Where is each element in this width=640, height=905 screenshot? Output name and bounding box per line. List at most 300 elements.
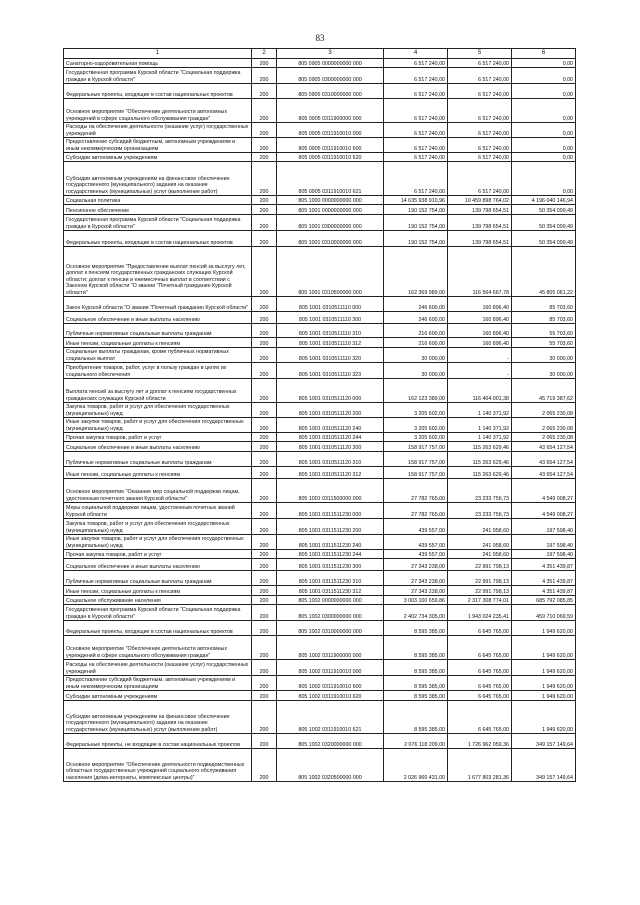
table-row	[64, 162, 576, 196]
row-budget-code: 805 1001 0310511120 200	[277, 403, 384, 418]
row-remaining-amount: 50 354 099,49	[512, 205, 576, 215]
table-row	[64, 403, 576, 418]
row-executed-amount: 23 233 756,73	[448, 503, 512, 519]
header-col-4: 4	[384, 49, 448, 59]
row-executed-amount: 241 958,60	[448, 550, 512, 559]
row-admin-code: 200	[252, 84, 277, 99]
row-executed-amount: 139 798 654,51	[448, 231, 512, 247]
row-approved-amount: 30 000,00	[384, 363, 448, 379]
row-budget-code: 805 1001 0310511120 240	[277, 418, 384, 433]
table-row	[64, 433, 576, 442]
row-executed-amount: 116 564 667,78	[448, 247, 512, 297]
row-budget-code: 805 1001 0310511120 300	[277, 442, 384, 452]
row-executed-amount: 115 263 629,46	[448, 467, 512, 479]
row-approved-amount: 8 595 385,00	[384, 691, 448, 701]
row-admin-code: 200	[252, 59, 277, 68]
row-remaining-amount: 0,00	[512, 162, 576, 196]
row-approved-amount: 158 917 757,00	[384, 467, 448, 479]
row-executed-amount: 139 798 654,51	[448, 205, 512, 215]
row-remaining-amount: 45 805 061,22	[512, 247, 576, 297]
row-executed-amount: 22 991 798,13	[448, 559, 512, 571]
row-budget-code: 805 1001 0310511110 310	[277, 324, 384, 338]
row-executed-amount: 6 517 240,00	[448, 84, 512, 99]
row-remaining-amount: 1 949 620,00	[512, 691, 576, 701]
row-executed-amount: 6 517 240,00	[448, 162, 512, 196]
row-remaining-amount: 4 549 008,27	[512, 503, 576, 519]
row-remaining-amount: 1 949 620,00	[512, 636, 576, 660]
row-executed-amount: 1 140 371,92	[448, 433, 512, 442]
table-row	[64, 519, 576, 535]
row-approved-amount: 190 152 754,00	[384, 215, 448, 231]
row-budget-code: 805 1001 0311511230 000	[277, 503, 384, 519]
row-admin-code: 200	[252, 324, 277, 338]
row-executed-amount: 241 958,60	[448, 519, 512, 535]
row-approved-amount: 162 369 989,00	[384, 247, 448, 297]
row-executed-amount: 6 645 765,00	[448, 621, 512, 636]
row-remaining-amount: 0,00	[512, 59, 576, 68]
row-approved-amount: 6 517 240,00	[384, 99, 448, 123]
row-admin-code: 200	[252, 749, 277, 782]
row-budget-code: 805 0905 0311910010 621	[277, 162, 384, 196]
table-row	[64, 379, 576, 403]
row-name: Основное мероприятие "Обеспечение деятельности подведомственных областных государственных учреждений социального обслуживания населения (дома-интернаты, комплексные центры)"	[64, 749, 252, 782]
table-row	[64, 605, 576, 621]
table-row	[64, 59, 576, 68]
row-admin-code: 200	[252, 660, 277, 676]
row-admin-code: 200	[252, 162, 277, 196]
row-budget-code: 805 1001 0310511120 000	[277, 379, 384, 403]
row-remaining-amount: 0,00	[512, 123, 576, 138]
row-name: Государственная программа Курской области "Социальная поддержка граждан в Курской области"	[64, 215, 252, 231]
row-admin-code: 200	[252, 99, 277, 123]
row-admin-code: 200	[252, 363, 277, 379]
row-admin-code: 200	[252, 571, 277, 586]
table-row	[64, 123, 576, 138]
table-row	[64, 247, 576, 297]
row-admin-code: 200	[252, 418, 277, 433]
row-remaining-amount: 50 354 099,49	[512, 231, 576, 247]
row-budget-code: 805 1001 0310000000 000	[277, 231, 384, 247]
row-name: Социальное обеспечение и иные выплаты населению	[64, 442, 252, 452]
row-admin-code: 200	[252, 312, 277, 324]
row-executed-amount: 6 517 240,00	[448, 68, 512, 84]
row-approved-amount: 8 595 385,00	[384, 621, 448, 636]
row-budget-code: 805 0905 0311900000 000	[277, 99, 384, 123]
row-approved-amount: 8 595 385,00	[384, 701, 448, 734]
row-executed-amount: 1 726 962 059,36	[448, 734, 512, 749]
table-row	[64, 586, 576, 596]
row-remaining-amount: 0,00	[512, 84, 576, 99]
row-admin-code: 200	[252, 467, 277, 479]
row-approved-amount: 3 205 602,00	[384, 403, 448, 418]
row-name: Закупка товаров, работ и услуг для обеспечения государственных (муниципальных) нужд	[64, 519, 252, 535]
row-approved-amount: 3 205 602,00	[384, 433, 448, 442]
row-name: Предоставление субсидий бюджетным, автономным учреждениям и иным некоммерческим организациям	[64, 138, 252, 153]
row-admin-code: 200	[252, 205, 277, 215]
row-admin-code: 200	[252, 379, 277, 403]
row-approved-amount: 27 782 765,00	[384, 503, 448, 519]
row-remaining-amount: 50 354 099,49	[512, 215, 576, 231]
row-admin-code: 200	[252, 215, 277, 231]
row-name: Расходы на обеспечение деятельности (оказание услуг) государственных учреждений	[64, 660, 252, 676]
row-budget-code: 805 1002 0310000000 000	[277, 621, 384, 636]
row-executed-amount: 6 517 240,00	[448, 153, 512, 162]
row-executed-amount: 6 645 765,00	[448, 701, 512, 734]
row-approved-amount: 6 517 240,00	[384, 59, 448, 68]
table-row	[64, 231, 576, 247]
row-approved-amount: 27 343 238,00	[384, 559, 448, 571]
row-approved-amount: 6 517 240,00	[384, 153, 448, 162]
row-name: Федеральные проекты, входящие в состав национальных проектов	[64, 84, 252, 99]
row-approved-amount: 2 402 734 305,00	[384, 605, 448, 621]
row-admin-code: 200	[252, 196, 277, 205]
row-budget-code: 805 1001 0310511120 310	[277, 452, 384, 467]
row-admin-code: 200	[252, 153, 277, 162]
row-budget-code: 805 1001 0311500000 000	[277, 479, 384, 503]
row-name: Иные пенсии, социальные доплаты к пенсиям	[64, 338, 252, 348]
row-admin-code: 200	[252, 503, 277, 519]
row-budget-code: 805 1001 0311511230 312	[277, 586, 384, 596]
row-admin-code: 200	[252, 734, 277, 749]
row-name: Иные пенсии, социальные доплаты к пенсиям	[64, 467, 252, 479]
row-approved-amount: 162 123 389,00	[384, 379, 448, 403]
row-executed-amount: 6 517 240,00	[448, 99, 512, 123]
table-row	[64, 196, 576, 205]
table-row	[64, 550, 576, 559]
row-name: Основное мероприятие "Оказание мер социальной поддержки лицам, удостоенным почетного звания Курской области"	[64, 479, 252, 503]
row-admin-code: 200	[252, 247, 277, 297]
row-budget-code: 805 1001 0311511230 200	[277, 519, 384, 535]
row-approved-amount: 190 152 754,00	[384, 205, 448, 215]
row-name: Социальные выплаты гражданам, кроме публичных нормативных социальных выплат	[64, 348, 252, 363]
row-budget-code: 805 1001 0311511230 240	[277, 535, 384, 550]
row-budget-code: 805 1001 0310511110 312	[277, 338, 384, 348]
row-executed-amount: 6 517 240,00	[448, 138, 512, 153]
table-row	[64, 701, 576, 734]
row-executed-amount: 115 263 629,46	[448, 442, 512, 452]
row-approved-amount: 2 026 960 431,00	[384, 749, 448, 782]
table-row	[64, 338, 576, 348]
row-remaining-amount: 197 598,40	[512, 535, 576, 550]
row-remaining-amount: 4 351 439,87	[512, 571, 576, 586]
table-row	[64, 297, 576, 312]
table-row	[64, 636, 576, 660]
row-approved-amount: 8 595 385,00	[384, 676, 448, 691]
row-budget-code: 805 1002 0311910010 620	[277, 691, 384, 701]
row-budget-code: 805 0905 0300000000 000	[277, 68, 384, 84]
row-approved-amount: 439 557,00	[384, 550, 448, 559]
row-name: Публичные нормативные социальные выплаты гражданам	[64, 571, 252, 586]
row-budget-code: 805 1001 0000000000 000	[277, 205, 384, 215]
table-row	[64, 99, 576, 123]
row-name: Социальное обслуживание населения	[64, 596, 252, 605]
row-remaining-amount: 55 703,60	[512, 324, 576, 338]
row-budget-code: 805 0905 0311910010 620	[277, 153, 384, 162]
table-row	[64, 596, 576, 605]
row-executed-amount: -	[448, 363, 512, 379]
row-budget-code: 805 0905 0000000000 000	[277, 59, 384, 68]
row-name: Государственная программа Курской области "Социальная поддержка граждан в Курской области"	[64, 68, 252, 84]
row-remaining-amount: 43 654 127,54	[512, 452, 576, 467]
row-admin-code: 200	[252, 452, 277, 467]
row-name: Социальное обеспечение и иные выплаты населению	[64, 312, 252, 324]
row-name: Субсидии автономным учреждениям	[64, 153, 252, 162]
row-executed-amount: 1 677 803 281,36	[448, 749, 512, 782]
row-approved-amount: 14 635 938 910,96	[384, 196, 448, 205]
row-admin-code: 200	[252, 403, 277, 418]
table-row	[64, 734, 576, 749]
row-approved-amount: 6 517 240,00	[384, 162, 448, 196]
row-approved-amount: 8 595 385,00	[384, 660, 448, 676]
row-admin-code: 200	[252, 636, 277, 660]
row-name: Субсидии автономным учреждениям на финансовое обеспечение государственного (муниципального) задания на оказание государственных (муниципальных) услуг (выполнение работ)	[64, 162, 252, 196]
row-budget-code: 805 1001 0310511120 312	[277, 467, 384, 479]
row-name: Федеральные проекты, не входящие в состав национальных проектов	[64, 734, 252, 749]
row-admin-code: 200	[252, 605, 277, 621]
row-budget-code: 805 0905 0311910010 600	[277, 138, 384, 153]
table-row	[64, 660, 576, 676]
row-executed-amount: 2 317 308 774,01	[448, 596, 512, 605]
row-remaining-amount: 30 000,00	[512, 363, 576, 379]
row-remaining-amount: 85 703,60	[512, 297, 576, 312]
row-budget-code: 805 1001 0310511110 300	[277, 312, 384, 324]
row-executed-amount: 160 896,40	[448, 312, 512, 324]
row-executed-amount: 160 896,40	[448, 297, 512, 312]
row-remaining-amount: 1 949 620,00	[512, 621, 576, 636]
row-budget-code: 805 1001 0310511110 323	[277, 363, 384, 379]
row-admin-code: 200	[252, 231, 277, 247]
row-executed-amount: 160 896,40	[448, 338, 512, 348]
row-executed-amount: 139 798 654,51	[448, 215, 512, 231]
table-row	[64, 418, 576, 433]
row-executed-amount: 22 991 798,13	[448, 571, 512, 586]
row-budget-code: 805 1001 0310511120 244	[277, 433, 384, 442]
row-admin-code: 200	[252, 68, 277, 84]
row-approved-amount: 190 152 754,00	[384, 231, 448, 247]
row-approved-amount: 158 917 757,00	[384, 442, 448, 452]
table-row	[64, 691, 576, 701]
row-budget-code: 805 0905 0311910010 000	[277, 123, 384, 138]
row-budget-code: 805 1001 0311511230 244	[277, 550, 384, 559]
row-remaining-amount: 349 157 149,64	[512, 734, 576, 749]
row-name: Иные пенсии, социальные доплаты к пенсиям	[64, 586, 252, 596]
row-executed-amount: 115 263 629,46	[448, 452, 512, 467]
row-budget-code: 805 1002 0311910010 600	[277, 676, 384, 691]
table-row	[64, 535, 576, 550]
table-row	[64, 68, 576, 84]
row-name: Субсидии автономным учреждениям	[64, 691, 252, 701]
row-remaining-amount: 197 598,40	[512, 519, 576, 535]
row-approved-amount: 246 600,00	[384, 297, 448, 312]
row-name: Выплата пенсий за выслугу лет и доплат к пенсиям государственных гражданских служащих Курской области	[64, 379, 252, 403]
row-budget-code: 805 1001 0311511230 310	[277, 571, 384, 586]
table-body	[64, 59, 576, 782]
table-row	[64, 153, 576, 162]
row-executed-amount: 6 517 240,00	[448, 59, 512, 68]
row-budget-code: 805 1001 0300000000 000	[277, 215, 384, 231]
budget-table	[63, 48, 576, 782]
header-col-5: 5	[448, 49, 512, 59]
table-row	[64, 205, 576, 215]
row-name: Закон Курской области "О звании "Почетный гражданин Курской области"	[64, 297, 252, 312]
row-remaining-amount: 30 000,00	[512, 348, 576, 363]
row-remaining-amount: 2 065 230,08	[512, 433, 576, 442]
row-approved-amount: 27 343 238,00	[384, 571, 448, 586]
row-approved-amount: 30 000,00	[384, 348, 448, 363]
row-name: Основное мероприятие "Обеспечение деятельности автономных учреждений в сфере социального обслуживания граждан"	[64, 636, 252, 660]
row-remaining-amount: 1 949 620,00	[512, 676, 576, 691]
row-budget-code: 805 1001 0310511110 000	[277, 297, 384, 312]
row-approved-amount: 3 205 602,00	[384, 418, 448, 433]
row-remaining-amount: 4 196 040 146,94	[512, 196, 576, 205]
row-remaining-amount: 1 949 620,00	[512, 660, 576, 676]
row-admin-code: 200	[252, 596, 277, 605]
table-row	[64, 312, 576, 324]
row-executed-amount: 241 958,60	[448, 535, 512, 550]
row-name: Пенсионное обеспечение	[64, 205, 252, 215]
row-budget-code: 805 0905 0310000000 000	[277, 84, 384, 99]
row-executed-amount: 6 645 765,00	[448, 691, 512, 701]
row-approved-amount: 27 343 238,00	[384, 586, 448, 596]
row-admin-code: 200	[252, 676, 277, 691]
table-row	[64, 559, 576, 571]
row-executed-amount: 6 645 765,00	[448, 636, 512, 660]
header-col-6: 6	[512, 49, 576, 59]
row-budget-code: 805 1002 0320000000 000	[277, 734, 384, 749]
row-admin-code: 200	[252, 519, 277, 535]
row-approved-amount: 3 003 100 659,86	[384, 596, 448, 605]
row-remaining-amount: 45 719 387,62	[512, 379, 576, 403]
row-admin-code: 200	[252, 442, 277, 452]
row-remaining-amount: 43 654 127,54	[512, 467, 576, 479]
row-remaining-amount: 1 949 620,00	[512, 701, 576, 734]
table-row	[64, 452, 576, 467]
row-executed-amount: 116 404 001,38	[448, 379, 512, 403]
row-remaining-amount: 55 703,60	[512, 338, 576, 348]
row-admin-code: 200	[252, 479, 277, 503]
row-approved-amount: 216 600,00	[384, 324, 448, 338]
row-executed-amount: 6 517 240,00	[448, 123, 512, 138]
row-approved-amount: 2 076 118 209,00	[384, 734, 448, 749]
row-admin-code: 200	[252, 338, 277, 348]
row-executed-amount: 1 140 371,92	[448, 418, 512, 433]
row-admin-code: 200	[252, 535, 277, 550]
table-row	[64, 621, 576, 636]
row-name: Иные закупки товаров, работ и услуг для обеспечения государственных (муниципальных) нужд	[64, 418, 252, 433]
row-admin-code: 200	[252, 297, 277, 312]
row-executed-amount: 160 896,40	[448, 324, 512, 338]
row-name: Субсидии автономным учреждениям на финансовое обеспечение государственного (муниципального) задания на оказание государственных (муниципальных) услуг (выполнение работ)	[64, 701, 252, 734]
row-admin-code: 200	[252, 550, 277, 559]
table-row	[64, 749, 576, 782]
row-name: Основное мероприятие "Предоставление выплат пенсий за выслугу лет, доплат к пенсиям государственных гражданских служащих Курской области; доплат к пенсии и ежемесячных выплат в соответствии с Законом Курской области "О звании "Почетный гражданин Курской области"	[64, 247, 252, 297]
row-remaining-amount: 0,00	[512, 138, 576, 153]
row-remaining-amount: 43 654 127,54	[512, 442, 576, 452]
row-budget-code: 805 1002 0311910010 621	[277, 701, 384, 734]
row-budget-code: 805 1001 0311511230 300	[277, 559, 384, 571]
table-row	[64, 348, 576, 363]
row-approved-amount: 6 517 240,00	[384, 84, 448, 99]
table-row	[64, 215, 576, 231]
row-budget-code: 805 1002 0320500000 000	[277, 749, 384, 782]
table-row	[64, 324, 576, 338]
row-name: Закупка товаров, работ и услуг для обеспечения государственных (муниципальных) нужд	[64, 403, 252, 418]
row-name: Социальная политика	[64, 196, 252, 205]
page-number: 83	[315, 33, 325, 43]
row-name: Санаторно-оздоровительная помощь	[64, 59, 252, 68]
table-row	[64, 676, 576, 691]
row-executed-amount: 6 645 765,00	[448, 660, 512, 676]
row-name: Основное мероприятие "Обеспечение деятельности автономных учреждений в сфере социального обслуживания граждан"	[64, 99, 252, 123]
row-approved-amount: 158 917 757,00	[384, 452, 448, 467]
row-name: Иные закупки товаров, работ и услуг для обеспечения государственных (муниципальных) нужд	[64, 535, 252, 550]
row-name: Прочая закупка товаров, работ и услуг	[64, 433, 252, 442]
row-executed-amount: 1 943 024 235,41	[448, 605, 512, 621]
row-remaining-amount: 4 351 439,87	[512, 586, 576, 596]
row-name: Федеральные проекты, входящие в состав национальных проектов	[64, 621, 252, 636]
row-name: Расходы на обеспечение деятельности (оказание услуг) государственных учреждений	[64, 123, 252, 138]
row-approved-amount: 439 557,00	[384, 535, 448, 550]
row-executed-amount: 22 991 798,13	[448, 586, 512, 596]
row-executed-amount: 23 233 756,73	[448, 479, 512, 503]
table-row	[64, 479, 576, 503]
row-budget-code: 805 1002 0311900000 000	[277, 636, 384, 660]
table-row	[64, 363, 576, 379]
row-name: Публичные нормативные социальные выплаты гражданам	[64, 324, 252, 338]
row-admin-code: 200	[252, 433, 277, 442]
row-budget-code: 805 1002 0311910010 000	[277, 660, 384, 676]
row-name: Меры социальной поддержки лицам, удостоенным почетных званий Курской области	[64, 503, 252, 519]
row-remaining-amount: 349 157 149,64	[512, 749, 576, 782]
table-row	[64, 84, 576, 99]
row-approved-amount: 246 600,00	[384, 312, 448, 324]
row-approved-amount: 439 557,00	[384, 519, 448, 535]
row-budget-code: 805 1002 0300000000 000	[277, 605, 384, 621]
row-name: Социальное обеспечение и иные выплаты населению	[64, 559, 252, 571]
row-approved-amount: 8 595 385,00	[384, 636, 448, 660]
row-admin-code: 200	[252, 123, 277, 138]
row-approved-amount: 216 600,00	[384, 338, 448, 348]
row-executed-amount: 10 459 898 764,02	[448, 196, 512, 205]
row-budget-code: 805 1002 0000000000 000	[277, 596, 384, 605]
row-remaining-amount: 0,00	[512, 99, 576, 123]
row-remaining-amount: 85 703,60	[512, 312, 576, 324]
header-col-3: 3	[277, 49, 384, 59]
row-name: Прочая закупка товаров, работ и услуг	[64, 550, 252, 559]
table-row	[64, 571, 576, 586]
table-row	[64, 442, 576, 452]
table-header-row	[64, 49, 576, 59]
table-row	[64, 503, 576, 519]
row-remaining-amount: 459 710 069,59	[512, 605, 576, 621]
row-admin-code: 200	[252, 701, 277, 734]
row-approved-amount: 6 517 240,00	[384, 138, 448, 153]
row-admin-code: 200	[252, 691, 277, 701]
table-row	[64, 467, 576, 479]
row-executed-amount: 1 140 371,92	[448, 403, 512, 418]
row-remaining-amount: 0,00	[512, 68, 576, 84]
row-remaining-amount: 4 351 439,87	[512, 559, 576, 571]
row-budget-code: 805 1001 0310511110 320	[277, 348, 384, 363]
row-admin-code: 200	[252, 559, 277, 571]
row-admin-code: 200	[252, 138, 277, 153]
row-remaining-amount: 0,00	[512, 153, 576, 162]
row-remaining-amount: 685 792 085,85	[512, 596, 576, 605]
header-col-2: 2	[252, 49, 277, 59]
row-executed-amount: 6 645 765,00	[448, 676, 512, 691]
row-name: Государственная программа Курской области "Социальная поддержка граждан в Курской области"	[64, 605, 252, 621]
row-remaining-amount: 197 598,40	[512, 550, 576, 559]
